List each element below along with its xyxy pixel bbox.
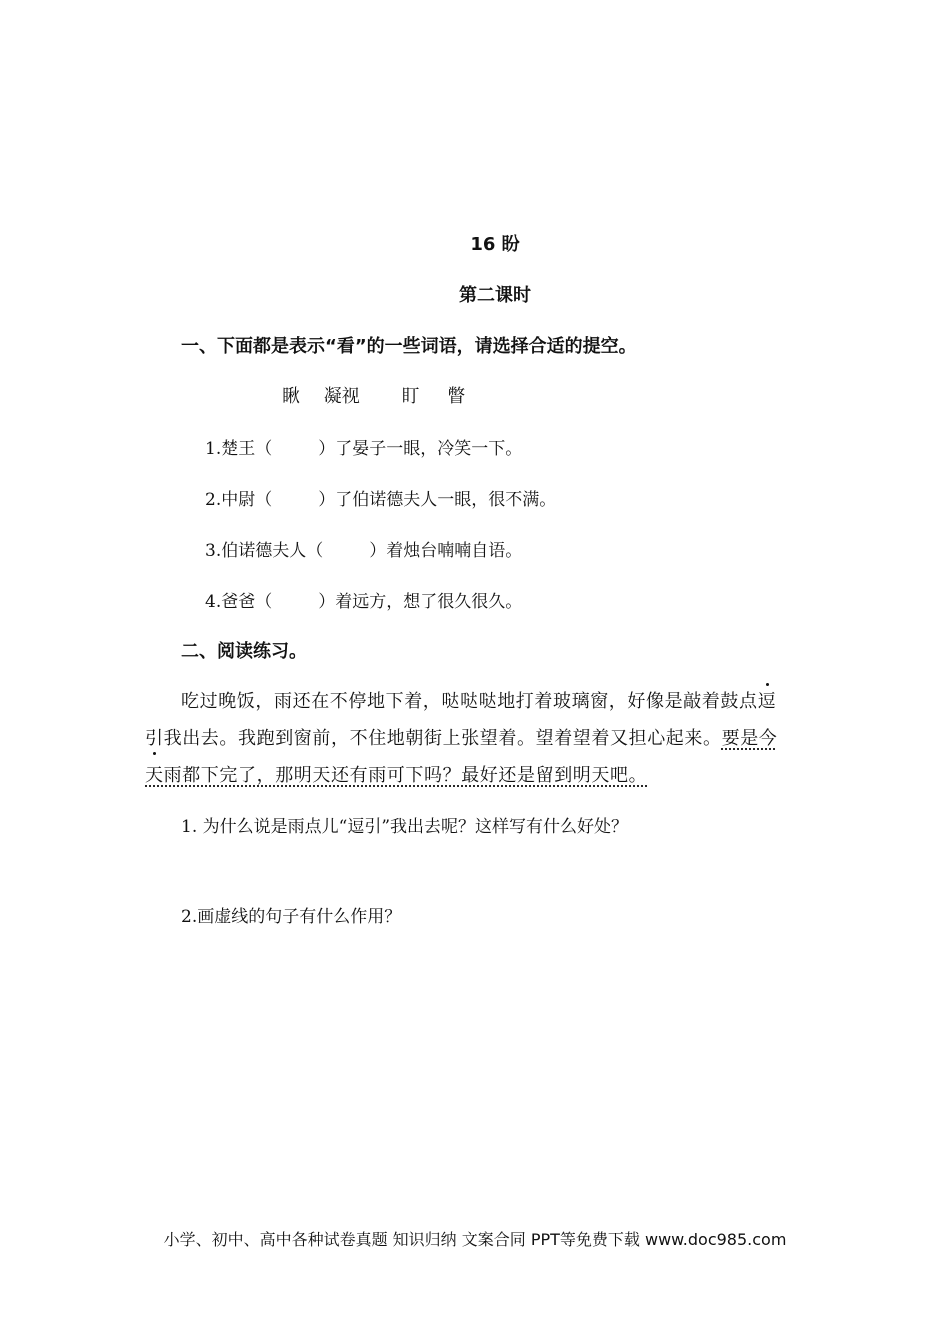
fill-question-4 bbox=[205, 587, 522, 612]
question-text: 4.爸爸（ bbox=[205, 592, 273, 612]
word-bank-item: 瞥 bbox=[447, 386, 466, 407]
word-bank-item: 凝视 bbox=[323, 386, 360, 407]
emphasized-char: 引 bbox=[145, 724, 164, 750]
passage-line bbox=[181, 687, 776, 713]
fill-question-1 bbox=[205, 434, 522, 459]
word-bank bbox=[282, 382, 465, 408]
passage-line bbox=[145, 761, 647, 787]
lesson-title: 16 盼 bbox=[470, 234, 520, 255]
passage-text: 吃过晚饭，雨还在不停地下着，哒哒哒地打着玻璃窗，好像是敲着鼓点 bbox=[181, 691, 758, 712]
word-bank-item: 瞅 bbox=[282, 386, 300, 407]
footer-banner: 小学、初中、高中各种试卷真题 知识归纳 文案合同 PPT等免费下载 www.doc985.com bbox=[163, 1230, 787, 1249]
passage-text: 我出去。我跑到窗前，不住地朝街上张望着。望着望着又担心起来。 bbox=[163, 728, 722, 749]
lesson-subtitle: 第二课时 bbox=[459, 285, 531, 306]
fill-question-2 bbox=[205, 485, 556, 510]
dashed-underlined-sentence: 要是今 bbox=[721, 728, 778, 749]
question-text: ）着烛台喃喃自语。 bbox=[369, 541, 523, 561]
word-bank-item: 盯 bbox=[401, 386, 420, 407]
reading-question-2: 2.画虚线的句子有什么作用？ bbox=[181, 907, 402, 927]
question-text: 2.中尉（ bbox=[205, 490, 273, 510]
emphasized-char: 逗 bbox=[758, 687, 777, 713]
reading-question-1: 1. 为什么说是雨点儿“逗引”我出去呢？这样写有什么好处？ bbox=[181, 817, 629, 837]
section1-heading: 一、下面都是表示“看”的一些词语，请选择合适的提空。 bbox=[181, 336, 637, 357]
fill-question-3 bbox=[205, 536, 522, 561]
question-text: ）了晏子一眼，冷笑一下。 bbox=[318, 439, 523, 459]
question-text: ）了伯诺德夫人一眼，很不满。 bbox=[318, 490, 557, 510]
passage-line bbox=[145, 724, 777, 750]
question-text: 3.伯诺德夫人（ bbox=[205, 541, 324, 561]
dashed-underlined-sentence: 天雨都下完了，那明天还有雨可下吗？最好还是留到明天吧。 bbox=[145, 765, 648, 786]
question-text: 1.楚王（ bbox=[205, 439, 273, 459]
question-text: ）着远方，想了很久很久。 bbox=[318, 592, 523, 612]
section2-heading: 二、阅读练习。 bbox=[181, 641, 307, 662]
